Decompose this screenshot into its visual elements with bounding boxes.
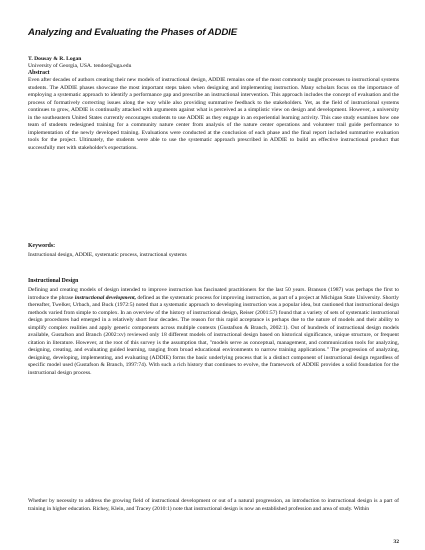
page-number: 32 [393,539,399,545]
abstract-heading: Abstract [28,70,50,76]
paper-title: Analyzing and Evaluating the Phases of ADDIE [28,27,238,38]
abstract-paragraph: Even after decades of authors creating their new models of instructional design, ADDIE remains one of the most commonly taught processes to instructional systems students. The ADDIE phases showcase the most important steps taken when designing and implementing instruction. Many scholars focus on the importance of employing a systematic approach to identify a performance gap and prescribe an instructional intervention. This approach includes the concept of evaluation and the process of formatively correcting issues along the way while also providing summative feedback to the stakeholders. Yet, as the field of instructional systems continues to grow, ADDIE is continually attacked with arguments against what is perceived as a simplistic view on design and development. However, a university in the southeastern United States currently encourages students to use ADDIE as they engage in an experiential learning activity. This case study examines how one team of students redesigned training for a community nature center from analysis of the nature center operations and volunteer trail guide performance to implementation of the newly developed training. Evaluations were conducted at the conclusion of each phase and the final report included summative evaluation tools for the project. Ultimately, the students were able to use the systematic approach prescribed in ADDIE to build an effective instructional product that successfully met with stakeholder's expectations. [28,77,399,151]
emphasized-term: instructional development, [74,294,137,301]
section-text-part-b: defined as the systematic process for improving instruction, as part of a project at Michigan State University. Shortly thereafter, Twelker, Urbach, and Buck (1972:5) noted that a systematic approach to developing instruction was a popular idea, but cautioned that instructional design methods varied from simple to complex. In an overview of the history of instructional design, Reiser (2001:57) found that a variety of sets of systematic instructional design procedures had emerged in a relatively short four decades. The reason for this rapid acceptance is perhaps due to the nature of models and their ability to simplify complex realities and apply generic components across multiple contexts (Gustafson & Branch, 2002:1). Out of hundreds of instructional design models available, Gustafson and Branch (2002:xv) reviewed only 18 different models of instructional design based on historical significance, unique structure, or frequent citation in literature. However, at the root of this survey is the assumption that, "models serve as conceptual, management, and communication tools for analyzing, designing, creating, and evaluating guided learning, ranging from broad educational environments to narrow training applications." The progression of analyzing, designing, developing, implementing, and evaluating (ADDIE) forms the basic underlying process that is a distinct component of instructional design regardless of specific model used (Gustafson & Branch, 1997:74). With such a rich history that continues to evolve, the framework of ADDIE provides a solid foundation for the instructional design process. [28,294,399,377]
paper-authors: T. Dousay & R. Logan [28,56,82,62]
keywords-heading: Keywords: [28,243,56,249]
next-paragraph-text: Whether by necessity to address the growing field of instructional development or out of a natural progression, an introduction to instructional design is a part of training in higher education. Richey, Klein, and Tracey (2010:1) note that instructional design is now an established profession and area of study. Within [28,498,399,512]
author-affiliation: University of Georgia, USA. tendoe@uga.edu [28,63,132,69]
section-paragraph [28,287,399,378]
keywords-list: Instructional design, ADDIE, systematic process, instructional systems [28,252,187,258]
section-text-part-a: Defining and creating models of design intended to improve instruction has fascinated practitioners for the last 50 years. Branson (1987) was perhaps the first to introduce the phrase [28,287,399,301]
section-heading: Instructional Design [28,278,79,284]
abstract-body [28,77,399,152]
next-paragraph [28,498,399,513]
section-body [28,287,399,378]
